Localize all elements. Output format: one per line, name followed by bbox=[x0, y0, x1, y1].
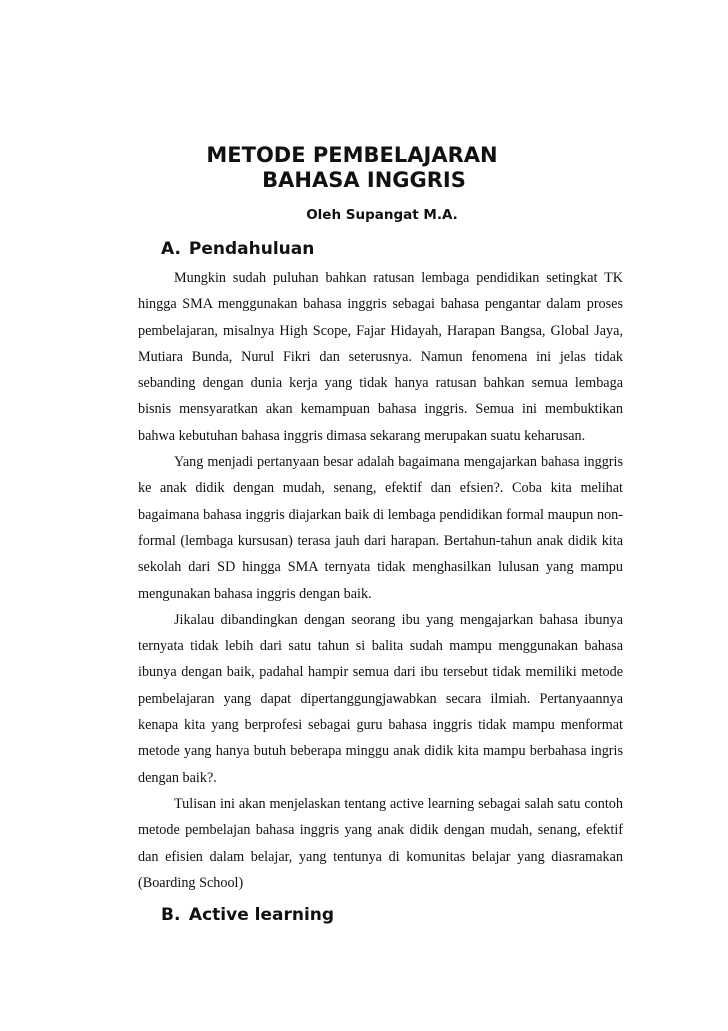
section-a-title: Pendahuluan bbox=[188, 239, 315, 259]
paragraph-3: Jikalau dibandingkan dengan seorang ibu yang mengajarkan bahasa ibunya ternyata tidak lebih dari satu tahun si balita sudah mampu menggunakan bahasa ibunya dengan baik, padahal hampir semua dari ibu tersebut tidak memiliki metode pembelajaran yang dapat dipertanggungjawabkan secara ilmiah. Pertanyaannya kenapa kita yang berprofesi sebagai guru bahasa inggris tidak mampu menformat metode yang hanya butuh beberapa minggu anak didik kita mampu berbahasa ingris dengan baik?. bbox=[138, 611, 623, 786]
author-byline: Oleh Supangat M.A. bbox=[306, 207, 458, 223]
document-title-line-2: BAHASA INGGRIS bbox=[262, 168, 466, 192]
section-b-heading bbox=[161, 904, 334, 926]
section-b-letter: B. bbox=[161, 905, 181, 925]
section-a-letter: A. bbox=[161, 239, 181, 259]
section-a-body bbox=[138, 265, 623, 896]
section-b-title: Active learning bbox=[188, 905, 335, 925]
paragraph-1: Mungkin sudah puluhan bahkan ratusan lembaga pendidikan setingkat TK hingga SMA menggunakan bahasa inggris sebagai bahasa pengantar dalam proses pembelajaran, misalnya High Scope, Fajar Hidayah, Harapan Bangsa, Global Jaya, Mutiara Bunda, Nurul Fikri dan seterusnya. Namun fenomena ini jelas tidak sebanding dengan dunia kerja yang tidak hanya ratusan bahkan semua lembaga bisnis mensyaratkan akan kemampuan bahasa inggris. Semua ini membuktikan bahwa kebutuhan bahasa inggris dimasa sekarang merupakan suatu keharusan. bbox=[138, 270, 623, 444]
document-title-line-1: METODE PEMBELAJARAN bbox=[206, 143, 498, 167]
section-a-heading bbox=[161, 238, 314, 260]
paragraph-2: Yang menjadi pertanyaan besar adalah bagaimana mengajarkan bahasa inggris ke anak didik dengan mudah, senang, efektif dan efsien?. Coba kita melihat bagaimana bahasa inggris diajarkan baik di lembaga pendidikan formal maupun non-formal (lembaga kursusan) terasa jauh dari harapan. Bertahun-tahun anak didik kita sekolah dari SD hingga SMA ternyata tidak menghasilkan lulusan yang mampu mengunakan bahasa inggris dengan baik. bbox=[138, 454, 623, 602]
paragraph-4: Tulisan ini akan menjelaskan tentang active learning sebagai salah satu contoh metode pembelajan bahasa inggris yang anak didik dengan mudah, senang, efektif dan efisien dalam belajar, yang tentunya di komunitas belajar yang diasramakan (Boarding School) bbox=[138, 795, 623, 891]
